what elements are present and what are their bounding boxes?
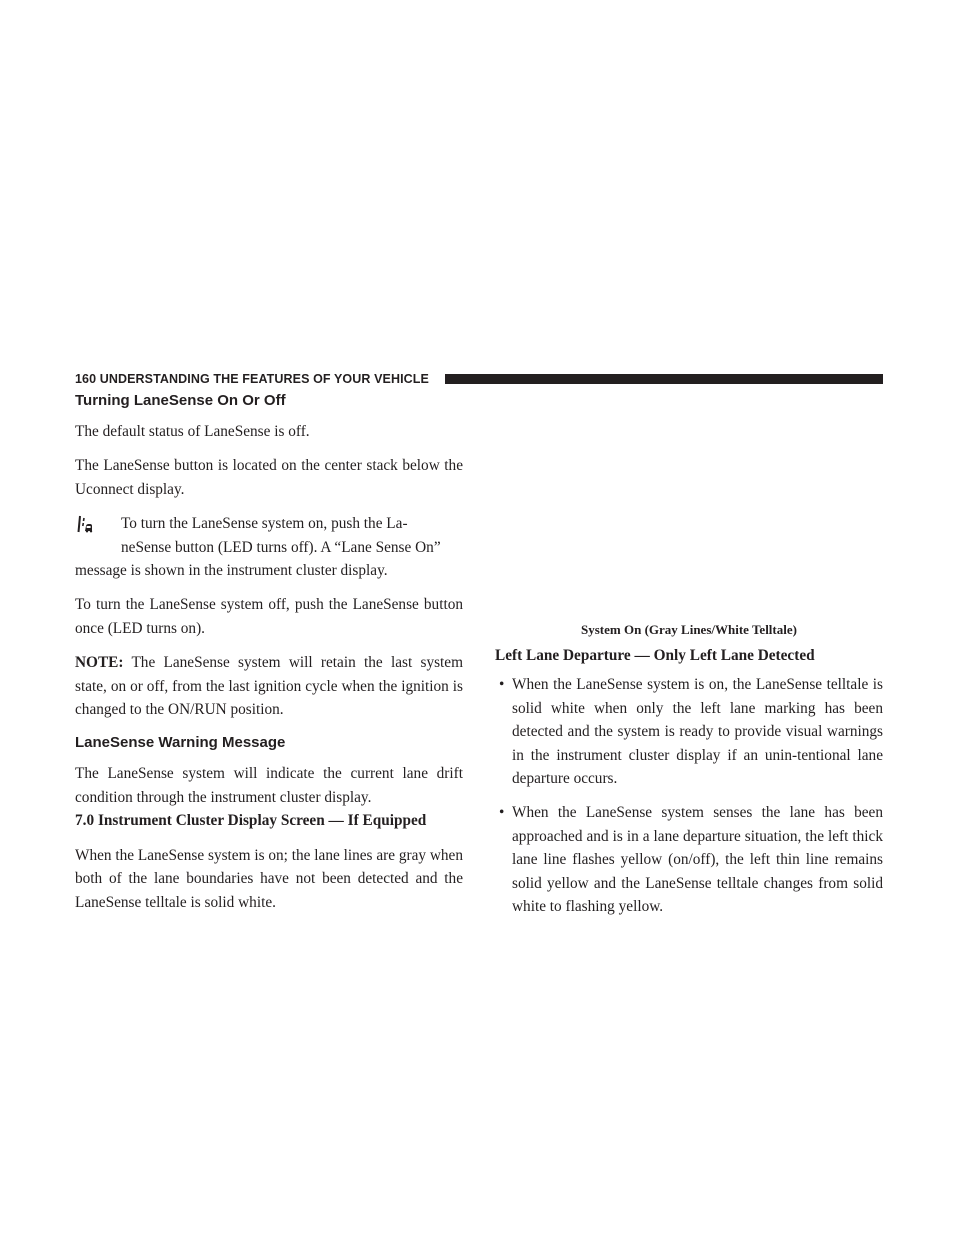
- list-item: [495, 801, 883, 918]
- turn-on-line-3: message is shown in the instrument cluster display.: [75, 562, 388, 580]
- heading-warning-message: LaneSense Warning Message: [75, 734, 286, 752]
- right-column: [495, 622, 883, 918]
- page-number: 160: [75, 372, 97, 386]
- paragraph-turn-on: [75, 512, 463, 582]
- bullet-text: When the LaneSense system is on, the LaneSense telltale is solid white when only the left lane marking has been detected and the system is ready to provide visual warnings in the instrument cluster display if an unin-tentional lane departure occurs.: [512, 676, 883, 788]
- paragraph-warning: The LaneSense system will indicate the current lane drift condition through the instrument cluster display.: [75, 765, 463, 806]
- list-item: [495, 673, 883, 790]
- bullet-dot: •: [499, 676, 505, 694]
- bullet-text: When the LaneSense system senses the lane has been approached and is in a lane departure situation, the left thick lane line flashes yellow (on/off), the left thin line remains solid yellow and the LaneSense telltale changes from solid white to flashing yellow.: [512, 804, 883, 916]
- header-rule: [445, 374, 883, 384]
- page-header: [75, 372, 883, 386]
- subheading-cluster-display: 7.0 Instrument Cluster Display Screen — If Equipped: [75, 812, 427, 830]
- paragraph-gray-lines: When the LaneSense system is on; the lane lines are gray when both of the lane boundaries have not been detected and the LaneSense telltale is solid white.: [75, 846, 463, 911]
- turn-on-line-2: neSense button (LED turns off). A “Lane Sense On”: [121, 538, 441, 556]
- lanesense-icon: [77, 515, 93, 533]
- chapter-title: UNDERSTANDING THE FEATURES OF YOUR VEHICLE: [99, 372, 429, 386]
- note-text: The LaneSense system will retain the last system state, on or off, from the last ignition cycle when the ignition is changed to the ON/RUN position.: [75, 654, 463, 719]
- bullet-dot: •: [499, 804, 505, 822]
- paragraph-note: [75, 651, 463, 721]
- page-header-text: [75, 372, 429, 386]
- paragraph-button-location: The LaneSense button is located on the center stack below the Uconnect display.: [75, 457, 463, 498]
- turn-on-line-1: To turn the LaneSense system on, push the La-: [121, 515, 408, 533]
- paragraph-default-status: The default status of LaneSense is off.: [75, 423, 310, 440]
- figure-caption: System On (Gray Lines/White Telltale): [581, 622, 797, 637]
- subheading-left-lane-departure: Left Lane Departure — Only Left Lane Detected: [495, 647, 815, 664]
- paragraph-turn-off: To turn the LaneSense system off, push the LaneSense button once (LED turns on).: [75, 596, 463, 637]
- left-column: [75, 392, 463, 914]
- note-label: NOTE:: [75, 654, 124, 672]
- heading-turning-lanesense: Turning LaneSense On Or Off: [75, 392, 286, 409]
- bullet-list: [495, 673, 883, 918]
